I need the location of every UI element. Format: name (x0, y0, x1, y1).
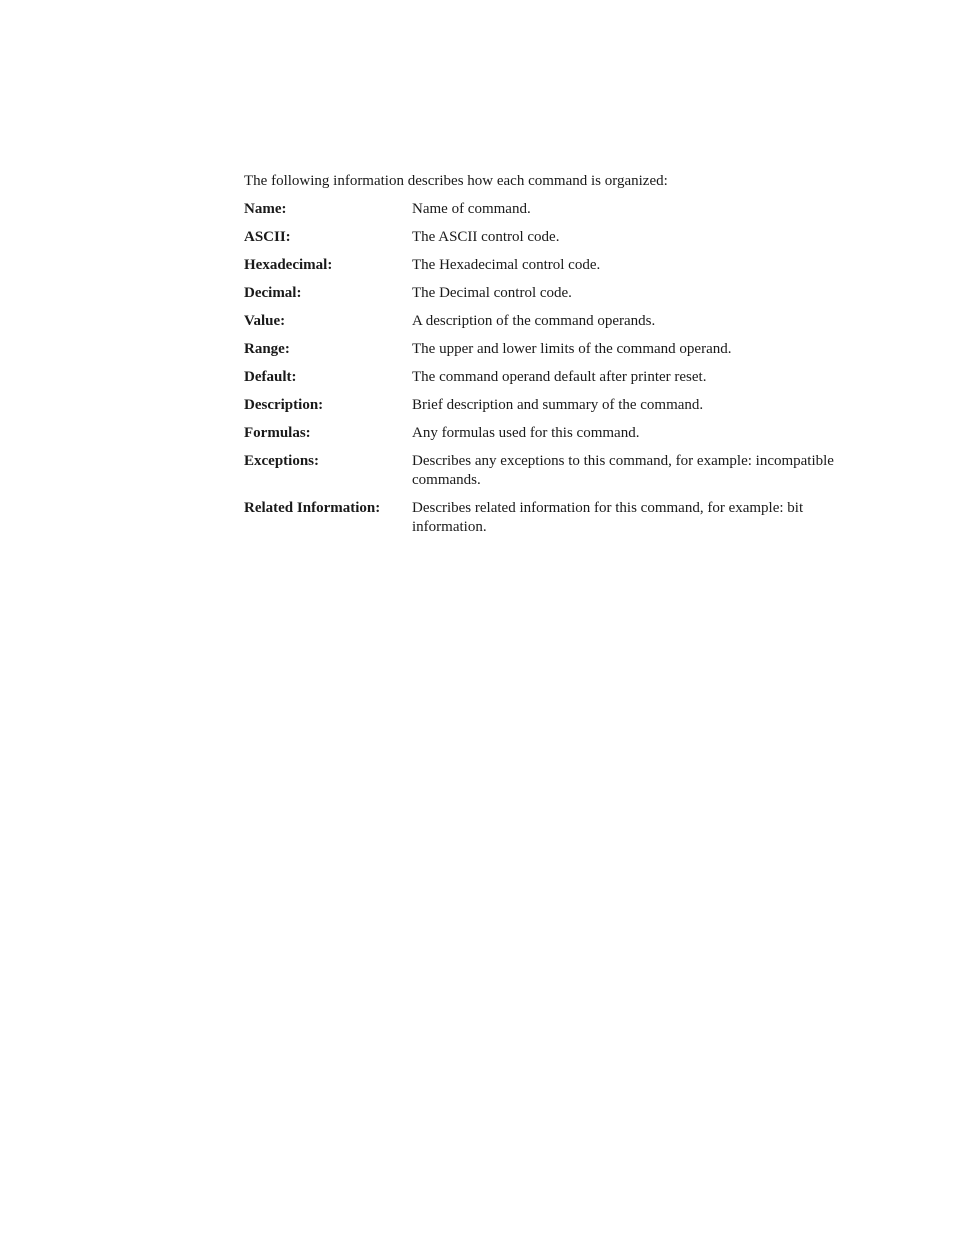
term-label: Decimal: (244, 285, 302, 301)
term-description: The command operand default after printer reset. (412, 369, 707, 385)
definition-row-related-information (244, 499, 844, 537)
term-description: The ASCII control code. (412, 229, 560, 245)
term-description: Name of command. (412, 201, 531, 217)
definition-row-formulas (244, 424, 844, 443)
definition-row-default (244, 368, 844, 387)
term-label: Range: (244, 341, 290, 357)
term-label: Description: (244, 397, 324, 413)
intro-text: The following information describes how each command is organized: (244, 173, 668, 189)
term-description: The Decimal control code. (412, 285, 572, 301)
definition-row-hexadecimal (244, 256, 844, 275)
term-description: The upper and lower limits of the command operand. (412, 341, 732, 357)
term-description: Describes related information for this command, for example: bit information. (412, 500, 804, 535)
definition-row-decimal (244, 284, 844, 303)
definition-row-ascii (244, 228, 844, 247)
term-label: Formulas: (244, 425, 311, 441)
definition-row-range (244, 340, 844, 359)
term-label: ASCII: (244, 229, 291, 245)
document-page (244, 172, 844, 546)
term-description: Brief description and summary of the command. (412, 397, 704, 413)
term-label: Value: (244, 313, 286, 329)
definition-row-exceptions (244, 452, 844, 490)
term-label: Exceptions: (244, 453, 319, 469)
term-description: Any formulas used for this command. (412, 425, 640, 441)
definition-list (244, 200, 844, 537)
term-label: Default: (244, 369, 297, 385)
term-description: A description of the command operands. (412, 313, 656, 329)
term-description: The Hexadecimal control code. (412, 257, 601, 273)
term-label: Hexadecimal: (244, 257, 333, 273)
term-description: Describes any exceptions to this command, for example: incompatible commands. (412, 453, 834, 488)
definition-row-value (244, 312, 844, 331)
term-label: Name: (244, 201, 287, 217)
term-label: Related Information: (244, 500, 381, 516)
definition-row-name (244, 200, 844, 219)
definition-row-description (244, 396, 844, 415)
